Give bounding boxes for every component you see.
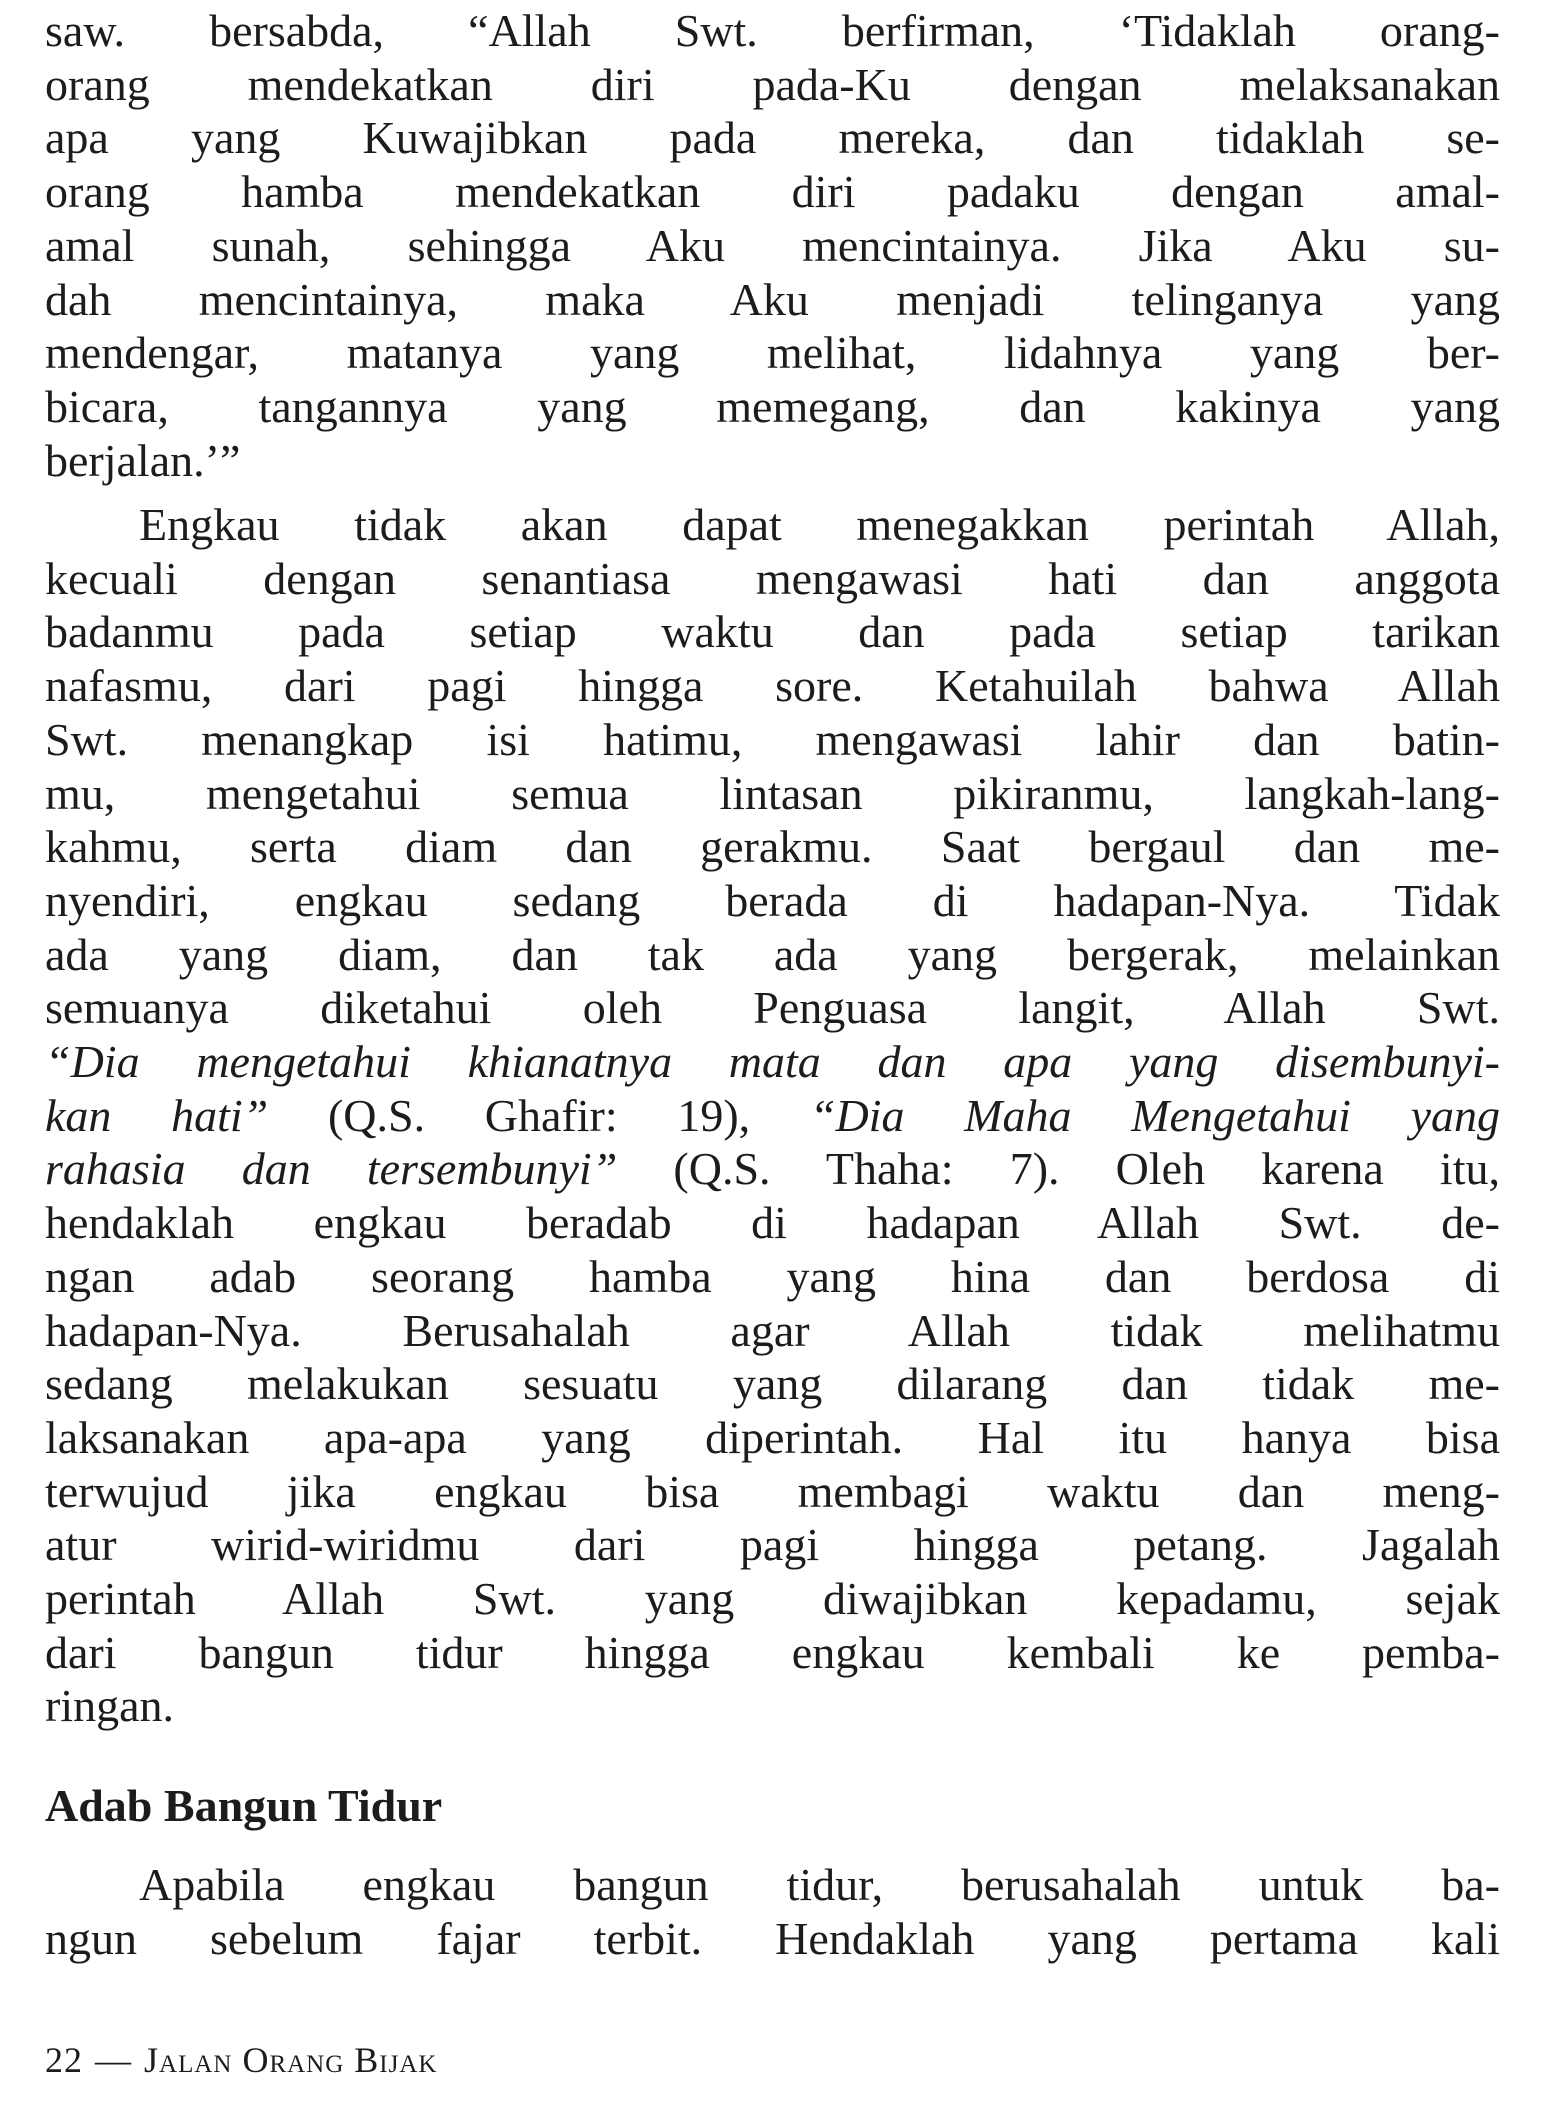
text-line: hadapan-Nya. Berusahalah agar Allah tidak melihatmu <box>45 1304 1500 1356</box>
page-footer <box>45 2040 437 2080</box>
quote-text: rahasia dan tersembunyi” <box>45 1143 618 1195</box>
text-line: laksanakan apa-apa yang diperintah. Hal itu hanya bisa <box>45 1411 1500 1463</box>
quote-reference: (Q.S. Thaha: 7). Oleh karena itu, <box>617 1143 1500 1195</box>
text-line: ada yang diam, dan tak ada yang bergerak, melainkan <box>45 928 1500 980</box>
text-line: orang mendekatkan diri pada-Ku dengan melaksanakan <box>45 58 1500 110</box>
text-line: sedang melakukan sesuatu yang dilarang dan tidak me- <box>45 1358 1500 1410</box>
quote-reference: (Q.S. Ghafir: 19), <box>268 1089 810 1141</box>
text-line: apa yang Kuwajibkan pada mereka, dan tidaklah se- <box>45 112 1500 164</box>
page-number: 22 <box>45 2040 83 2080</box>
text-line: kahmu, serta diam dan gerakmu. Saat bergaul dan me- <box>45 821 1500 873</box>
text-line: nafasmu, dari pagi hingga sore. Ketahuilah bahwa Allah <box>45 660 1500 712</box>
text-line: amal sunah, sehingga Aku mencintainya. Jika Aku su- <box>45 219 1500 271</box>
footer-separator: — <box>95 2040 132 2080</box>
text-line: perintah Allah Swt. yang diwajibkan kepadamu, sejak <box>45 1573 1500 1625</box>
text-line: ngan adab seorang hamba yang hina dan berdosa di <box>45 1250 1500 1302</box>
text-line: berjalan.’” <box>45 434 241 486</box>
quote-text: “Dia Maha Mengetahui yang <box>809 1089 1500 1141</box>
text-line: dah mencintainya, maka Aku menjadi telinganya yang <box>45 273 1500 325</box>
text-line: Apabila engkau bangun tidur, berusahalah untuk ba- <box>139 1859 1500 1910</box>
text-line: ngun sebelum fajar terbit. Hendaklah yang pertama kali <box>45 1912 1500 1964</box>
text-line: bicara, tangannya yang memegang, dan kakinya yang <box>45 380 1500 432</box>
text-line: mu, mengetahui semua lintasan pikiranmu, langkah-lang- <box>45 767 1500 819</box>
text-line: Swt. menangkap isi hatimu, mengawasi lahir dan batin- <box>45 713 1500 765</box>
text-line: semuanya diketahui oleh Penguasa langit, Allah Swt. <box>45 982 1500 1034</box>
hadith-paragraph <box>45 4 1500 487</box>
section-paragraph <box>45 1858 1500 1965</box>
quote-line <box>45 1089 1500 1143</box>
text-line: dari bangun tidur hingga engkau kembali ke pemba- <box>45 1626 1500 1678</box>
text-line: Engkau tidak akan dapat menegakkan perintah Allah, <box>139 499 1500 550</box>
text-line: mendengar, matanya yang melihat, lidahnya yang ber- <box>45 327 1500 379</box>
text-line: saw. bersabda, “Allah Swt. berfirman, ‘Tidaklah orang- <box>45 5 1500 56</box>
text-line: nyendiri, engkau sedang berada di hadapan-Nya. Tidak <box>45 874 1500 926</box>
text-line: atur wirid-wiridmu dari pagi hingga petang. Jagalah <box>45 1519 1500 1571</box>
text-line: terwujud jika engkau bisa membagi waktu dan meng- <box>45 1465 1500 1517</box>
quote-text: “Dia mengetahui khianatnya mata dan apa yang disembunyi- <box>45 1036 1500 1088</box>
text-line: orang hamba mendekatkan diri padaku dengan amal- <box>45 166 1500 218</box>
book-title: Jalan Orang Bijak <box>144 2040 438 2080</box>
text-line: kecuali dengan senantiasa mengawasi hati dan anggota <box>45 552 1500 604</box>
text-line: hendaklah engkau beradab di hadapan Allah Swt. de- <box>45 1197 1500 1249</box>
quote-line <box>45 1035 1500 1089</box>
section-heading: Adab Bangun Tidur <box>45 1780 443 1831</box>
quote-text: kan hati” <box>45 1089 269 1141</box>
main-paragraph <box>45 498 1500 1733</box>
quote-line <box>45 1142 1500 1196</box>
text-line: badanmu pada setiap waktu dan pada setiap tarikan <box>45 606 1500 658</box>
text-line: ringan. <box>45 1680 175 1732</box>
